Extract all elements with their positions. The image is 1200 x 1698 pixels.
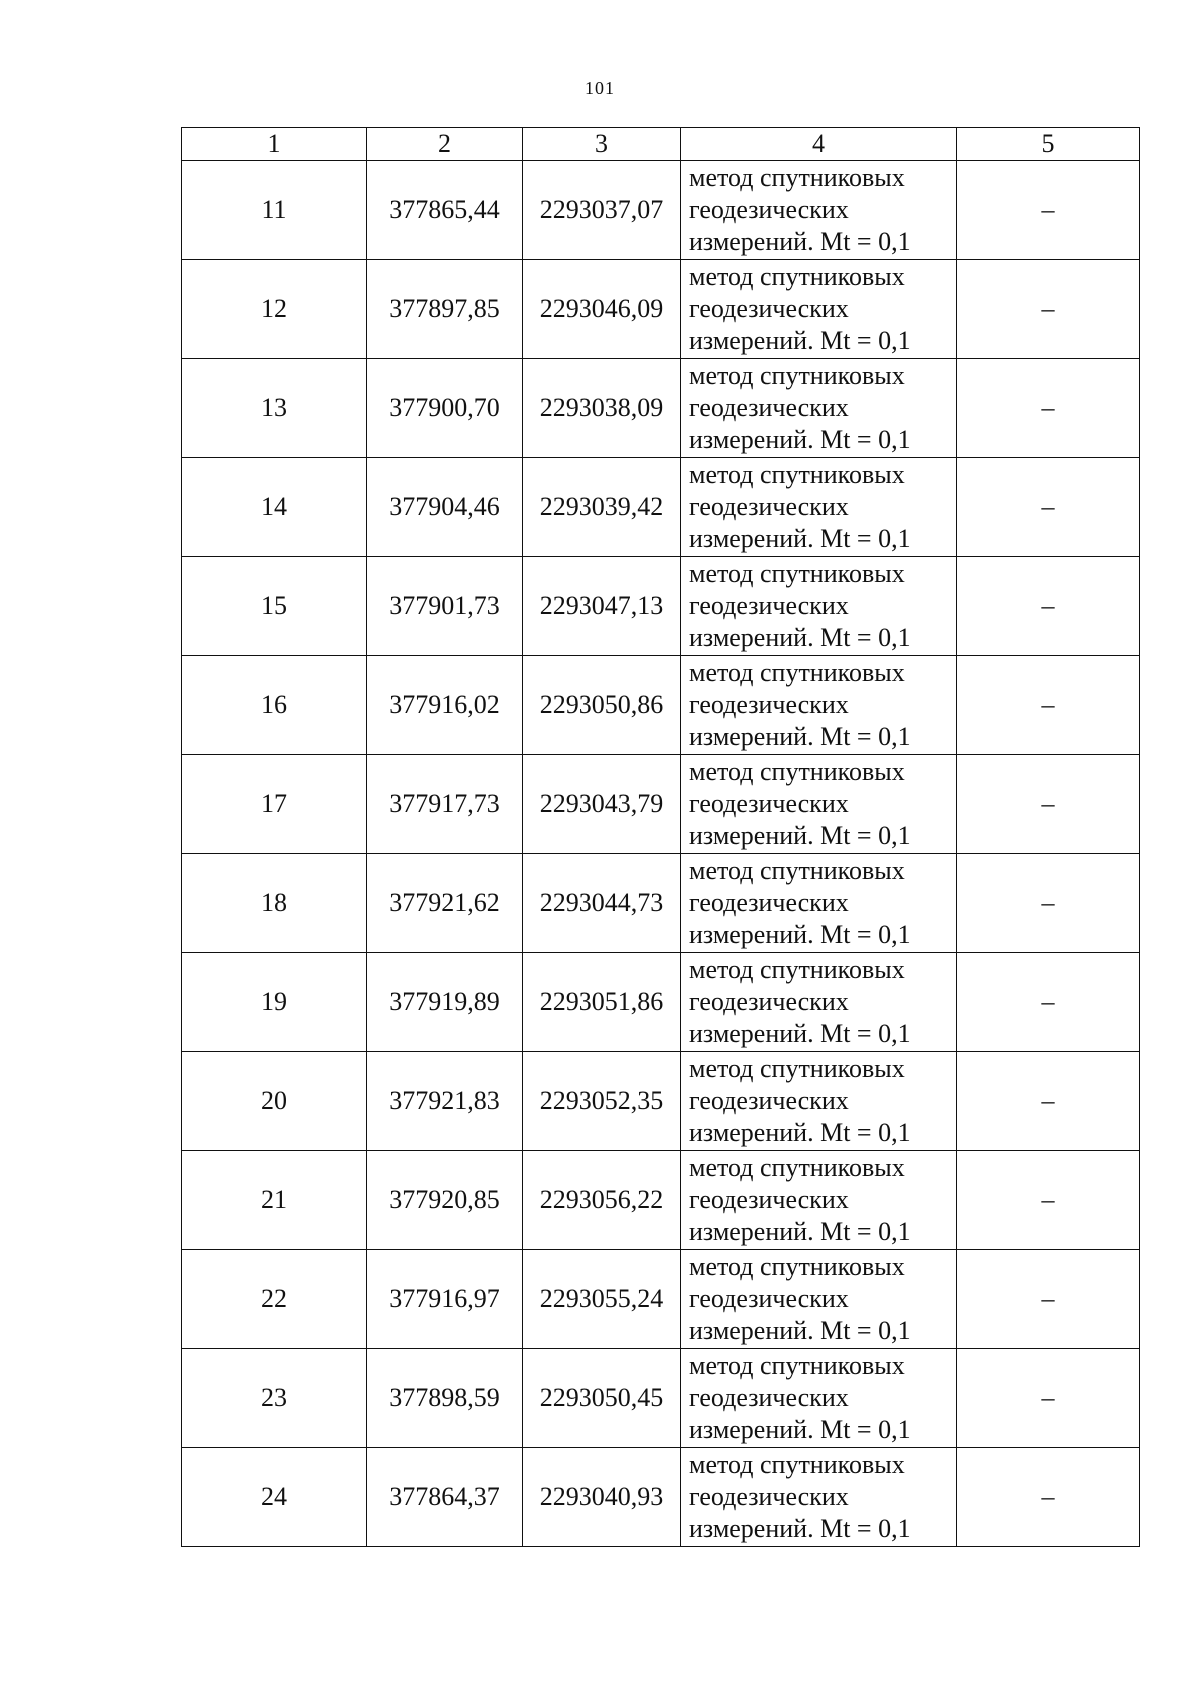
method-cell [681, 1250, 957, 1349]
header-col-2: 2 [367, 128, 523, 161]
note-cell: – [957, 1349, 1140, 1448]
page-number: 101 [585, 78, 615, 98]
y-coordinate-cell: 2293044,73 [523, 854, 681, 953]
x-coordinate-cell: 377919,89 [367, 953, 523, 1052]
method-text-line: измерений. Mt = 0,1 [689, 1118, 911, 1147]
x-coordinate-cell: 377916,97 [367, 1250, 523, 1349]
table-row [182, 557, 1140, 656]
method-cell [681, 755, 957, 854]
method-text-line: геодезических [689, 294, 849, 323]
table-row [182, 953, 1140, 1052]
method-cell [681, 854, 957, 953]
point-number-cell: 20 [182, 1052, 367, 1151]
table-header-row [182, 128, 1140, 161]
y-coordinate-cell: 2293050,86 [523, 656, 681, 755]
x-coordinate-cell: 377864,37 [367, 1448, 523, 1547]
y-coordinate-cell: 2293051,86 [523, 953, 681, 1052]
method-text-line: измерений. Mt = 0,1 [689, 524, 911, 553]
method-text-line: метод спутниковых [689, 559, 905, 588]
x-coordinate-cell: 377917,73 [367, 755, 523, 854]
note-cell: – [957, 1448, 1140, 1547]
note-cell: – [957, 557, 1140, 656]
y-coordinate-cell: 2293056,22 [523, 1151, 681, 1250]
point-number-cell: 14 [182, 458, 367, 557]
x-coordinate-cell: 377921,62 [367, 854, 523, 953]
point-number-cell: 18 [182, 854, 367, 953]
note-cell: – [957, 161, 1140, 260]
method-text-line: геодезических [689, 1383, 849, 1412]
x-coordinate-cell: 377904,46 [367, 458, 523, 557]
method-text-line: геодезических [689, 1086, 849, 1115]
note-cell: – [957, 359, 1140, 458]
method-cell [681, 1052, 957, 1151]
y-coordinate-cell: 2293039,42 [523, 458, 681, 557]
table-row [182, 359, 1140, 458]
point-number-cell: 23 [182, 1349, 367, 1448]
table-row [182, 854, 1140, 953]
table-row [182, 1349, 1140, 1448]
note-cell: – [957, 260, 1140, 359]
method-text-line: измерений. Mt = 0,1 [689, 1217, 911, 1246]
method-text-line: геодезических [689, 888, 849, 917]
method-text-line: метод спутниковых [689, 361, 905, 390]
method-cell [681, 359, 957, 458]
method-text-line: геодезических [689, 492, 849, 521]
x-coordinate-cell: 377920,85 [367, 1151, 523, 1250]
x-coordinate-cell: 377897,85 [367, 260, 523, 359]
method-text-line: метод спутниковых [689, 757, 905, 786]
x-coordinate-cell: 377898,59 [367, 1349, 523, 1448]
method-text-line: измерений. Mt = 0,1 [689, 623, 911, 652]
method-text-line: метод спутниковых [689, 856, 905, 885]
method-cell [681, 260, 957, 359]
y-coordinate-cell: 2293055,24 [523, 1250, 681, 1349]
method-text-line: измерений. Mt = 0,1 [689, 425, 911, 454]
method-text-line: геодезических [689, 789, 849, 818]
method-cell [681, 458, 957, 557]
table-body [182, 161, 1140, 1547]
method-text-line: геодезических [689, 987, 849, 1016]
y-coordinate-cell: 2293052,35 [523, 1052, 681, 1151]
method-text-line: метод спутниковых [689, 1153, 905, 1182]
method-cell [681, 953, 957, 1052]
point-number-cell: 22 [182, 1250, 367, 1349]
table-row [182, 755, 1140, 854]
method-text-line: измерений. Mt = 0,1 [689, 1514, 911, 1543]
method-cell [681, 557, 957, 656]
y-coordinate-cell: 2293040,93 [523, 1448, 681, 1547]
x-coordinate-cell: 377916,02 [367, 656, 523, 755]
method-text-line: геодезических [689, 1185, 849, 1214]
table-row [182, 260, 1140, 359]
coordinates-table [181, 127, 1140, 1547]
table-row [182, 1151, 1140, 1250]
x-coordinate-cell: 377901,73 [367, 557, 523, 656]
header-col-4: 4 [681, 128, 957, 161]
method-text-line: метод спутниковых [689, 658, 905, 687]
y-coordinate-cell: 2293046,09 [523, 260, 681, 359]
y-coordinate-cell: 2293050,45 [523, 1349, 681, 1448]
method-text-line: метод спутниковых [689, 955, 905, 984]
method-cell [681, 1349, 957, 1448]
point-number-cell: 13 [182, 359, 367, 458]
y-coordinate-cell: 2293047,13 [523, 557, 681, 656]
note-cell: – [957, 1052, 1140, 1151]
header-col-1: 1 [182, 128, 367, 161]
x-coordinate-cell: 377865,44 [367, 161, 523, 260]
method-text-line: геодезических [689, 1284, 849, 1313]
note-cell: – [957, 854, 1140, 953]
point-number-cell: 15 [182, 557, 367, 656]
method-text-line: геодезических [689, 591, 849, 620]
method-text-line: измерений. Mt = 0,1 [689, 1019, 911, 1048]
table-row [182, 458, 1140, 557]
header-col-5: 5 [957, 128, 1140, 161]
method-text-line: метод спутниковых [689, 1351, 905, 1380]
table-row [182, 1250, 1140, 1349]
method-text-line: геодезических [689, 1482, 849, 1511]
point-number-cell: 19 [182, 953, 367, 1052]
method-text-line: измерений. Mt = 0,1 [689, 920, 911, 949]
point-number-cell: 24 [182, 1448, 367, 1547]
table-row [182, 161, 1140, 260]
method-text-line: измерений. Mt = 0,1 [689, 722, 911, 751]
method-cell [681, 656, 957, 755]
method-text-line: измерений. Mt = 0,1 [689, 227, 911, 256]
method-text-line: метод спутниковых [689, 1054, 905, 1083]
method-text-line: измерений. Mt = 0,1 [689, 1415, 911, 1444]
table-row [182, 1052, 1140, 1151]
method-text-line: метод спутниковых [689, 262, 905, 291]
note-cell: – [957, 1250, 1140, 1349]
note-cell: – [957, 656, 1140, 755]
table-row [182, 1448, 1140, 1547]
method-text-line: геодезических [689, 393, 849, 422]
note-cell: – [957, 458, 1140, 557]
method-cell [681, 1151, 957, 1250]
point-number-cell: 11 [182, 161, 367, 260]
point-number-cell: 21 [182, 1151, 367, 1250]
method-cell [681, 1448, 957, 1547]
method-text-line: измерений. Mt = 0,1 [689, 326, 911, 355]
x-coordinate-cell: 377921,83 [367, 1052, 523, 1151]
method-text-line: метод спутниковых [689, 1252, 905, 1281]
y-coordinate-cell: 2293038,09 [523, 359, 681, 458]
note-cell: – [957, 755, 1140, 854]
method-text-line: измерений. Mt = 0,1 [689, 1316, 911, 1345]
header-col-3: 3 [523, 128, 681, 161]
note-cell: – [957, 953, 1140, 1052]
point-number-cell: 16 [182, 656, 367, 755]
method-text-line: метод спутниковых [689, 163, 905, 192]
y-coordinate-cell: 2293043,79 [523, 755, 681, 854]
point-number-cell: 17 [182, 755, 367, 854]
method-text-line: метод спутниковых [689, 460, 905, 489]
note-cell: – [957, 1151, 1140, 1250]
method-text-line: геодезических [689, 690, 849, 719]
point-number-cell: 12 [182, 260, 367, 359]
method-cell [681, 161, 957, 260]
y-coordinate-cell: 2293037,07 [523, 161, 681, 260]
method-text-line: метод спутниковых [689, 1450, 905, 1479]
method-text-line: измерений. Mt = 0,1 [689, 821, 911, 850]
table-row [182, 656, 1140, 755]
method-text-line: геодезических [689, 195, 849, 224]
x-coordinate-cell: 377900,70 [367, 359, 523, 458]
